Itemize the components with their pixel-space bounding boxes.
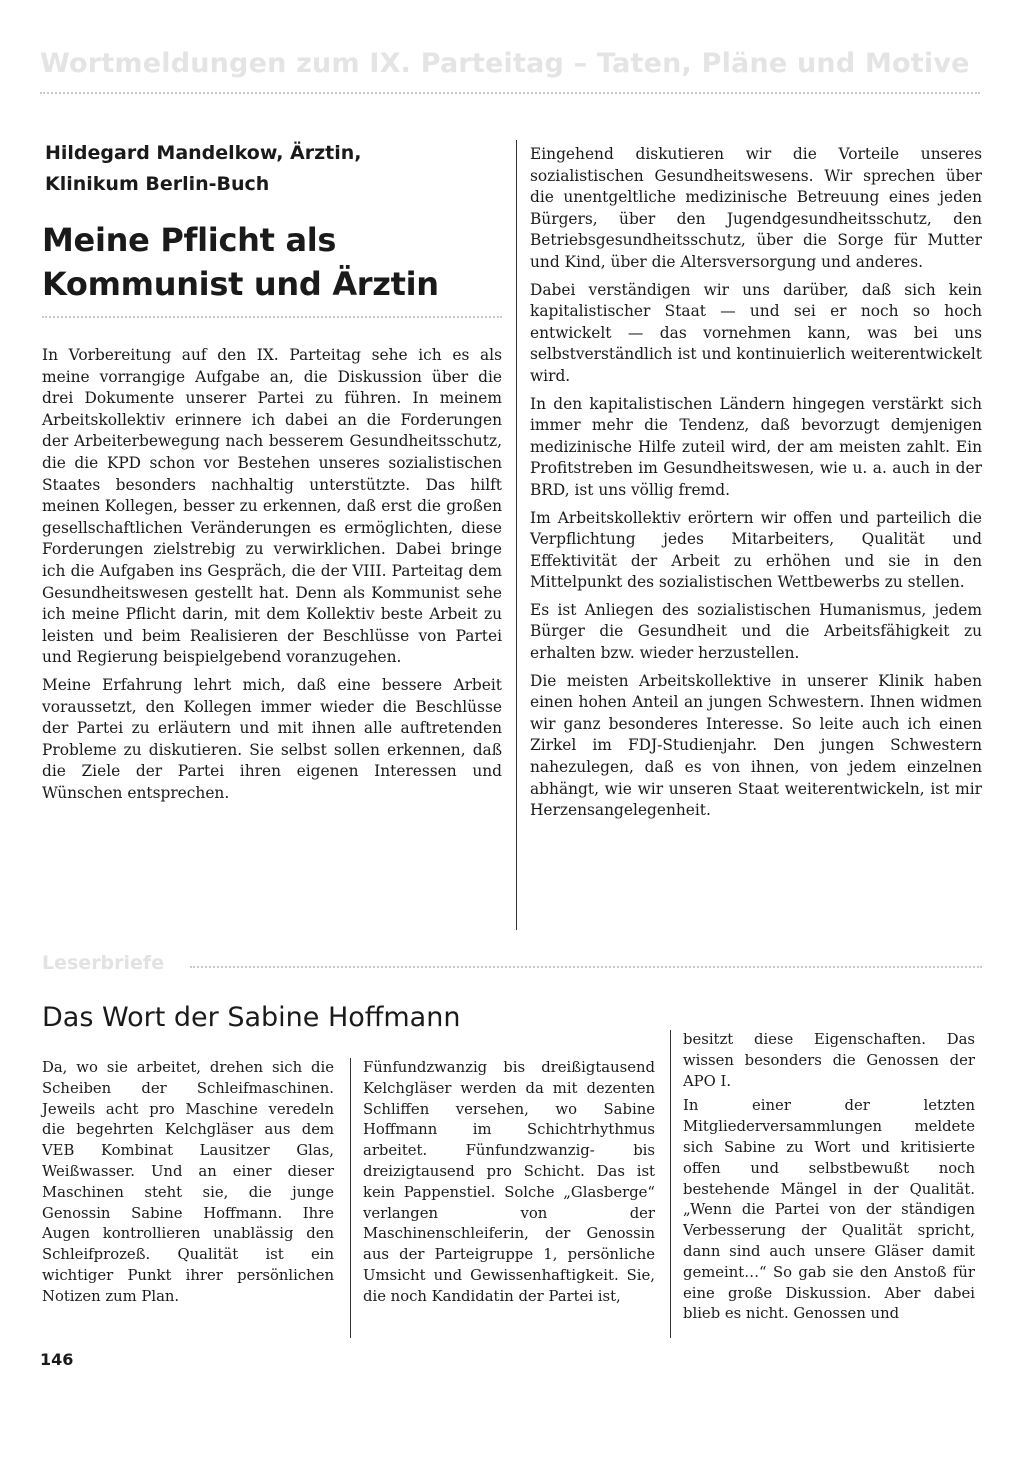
author-block [45,138,485,200]
paragraph: Eingehend diskutieren wir die Vorteile unseres sozialistischen Gesundheitswesens. Wir sprechen über die unentgeltliche medizinische Betreuung eines jeden Bürgers, über den Jugendgesundheitsschutz, den Betriebsgesundheitsschutz, über die Sorge für Mutter und Kind, über die Altersversorgung und anderes. [530,145,982,271]
paragraph: Es ist Anliegen des sozialistischen Humanismus, jedem Bürger die Gesundheit und die Arbeitsfähigkeit zu erhalten bzw. wieder herzustellen. [530,600,982,663]
article2-column-2 [363,1058,655,1312]
page-header: Wortmeldungen zum IX. Parteitag – Taten, Pläne und Motive [40,48,970,79]
paragraph: In Vorbereitung auf den IX. Parteitag sehe ich es als meine vorrangige Aufgabe an, die Diskussion über die drei Dokumente unserer Partei zu führen. In meinem Arbeitskollektiv erinnere ich dabei an die Forderungen der Arbeiterbewegung nach besserem Gesundheitsschutz, die die KPD schon vor Bestehen unseres sozialistischen Staates besonders nachhaltig unterstützte. Das hilft meinen Kollegen, besser zu erkennen, daß erst die großen gesellschaftlichen Veränderungen es ermöglichten, diese Forderungen zielstrebig zu verwirklichen. Dabei bringe ich die Aufgaben ins Gespräch, die der VIII. Parteitag dem Gesundheitswesen gestellt hat. Denn als Kommunist sehe ich meine Pflicht darin, mit dem Kollektiv beste Arbeit zu leisten und beim Realisieren der Beschlüsse von Partei und Regierung beispielgebend voranzugehen. [42,346,502,667]
column-divider [350,1058,351,1338]
author-affiliation: Klinikum Berlin-Buch [45,173,270,195]
author-name: Hildegard Mandelkow, Ärztin, [45,142,362,164]
paragraph: besitzt diese Eigenschaften. Das wissen besonders die Genossen der APO I. [683,1031,975,1090]
paragraph: In den kapitalistischen Ländern hingegen verstärkt sich immer mehr die Tendenz, daß bevorzugt demjenigen medizinische Hilfe zuteil wird, der am meisten zahlt. Ein Profitstreben im Gesundheitswesen, wie u. a. auch in der BRD, ist uns völlig fremd. [530,394,982,499]
page-number: 146 [40,1350,74,1369]
article-title-line-1: Meine Pflicht als [42,221,337,259]
header-rule [40,92,980,94]
paragraph: Dabei verständigen wir uns darüber, daß sich kein kapitalistischer Staat — und sei er noch so hoch entwickelt — das vornehmen kann, was bei uns selbstverständlich ist und kontinuierlich weiterentwickelt wird. [530,280,982,385]
article2-title: Das Wort der Sabine Hoffmann [42,1002,461,1033]
article-right-column [530,144,982,828]
article2-column-3 [683,1030,975,1329]
paragraph: Die meisten Arbeitskollektive in unserer Klinik haben einen hohen Anteil an jungen Schwestern. Ihnen widmen wir ganz besonderes Interesse. So leite auch ich einen Zirkel im FDJ-Studienjahr. Den jungen Schwestern nahezulegen, daß es von ihnen, von jedem einzelnen abhängt, wie wir unseren Staat weiterentwickeln, ist mir Herzensangelegenheit. [530,671,982,820]
paragraph: Fünfundzwanzig bis dreißigtausend Kelchgläser werden da mit dezenten Schliffen versehen, wo Sabine Hoffmann im Schichtrhythmus arbeitet. Fünfundzwanzig- bis dreizigtausend pro Schicht. Das ist kein Pappenstiel. Solche „Glasberge“ verlangen von der Maschinenschleiferin, der Genossin aus der Parteigruppe 1, persönliche Umsicht und Gewissenhaftigkeit. Sie, die noch Kandidatin der Partei ist, [363,1059,655,1305]
paragraph: Da, wo sie arbeitet, drehen sich die Scheiben der Schleifmaschinen. Jeweils acht pro Maschine veredeln die begehrten Kelchgläser aus dem VEB Kombinat Lausitzer Glas, Weißwasser. Und an einer dieser Maschinen steht sie, die junge Genossin Sabine Hoffmann. Ihre Augen kontrollieren unablässig den Schleifprozeß. Qualität ist ein wichtiger Punkt ihrer persönlichen Notizen zum Plan. [42,1059,334,1305]
paragraph: Im Arbeitskollektiv erörtern wir offen und parteilich die Verpflichtung jedes Mitarbeiters, Qualität und Effektivität der Arbeit zu erhöhen und sie in den Mittelpunkt des sozialistischen Wettbewerbs zu stellen. [530,508,982,592]
title-rule [42,316,502,318]
section-label: Leserbriefe [42,952,165,974]
paragraph: In einer der letzten Mitgliederversammlungen meldete sich Sabine zu Wort und kritisierte offen und selbstbewußt noch bestehende Mängel in der Qualität. „Wenn die Partei von der ständigen Verbesserung der Qualität spricht, dann sind auch unsere Gläser damit gemeint…“ So gab sie den Anstoß für eine große Diskussion. Aber dabei blieb es nicht. Genossen und [683,1097,975,1323]
column-divider [516,140,517,930]
article2-column-1 [42,1058,334,1312]
article-title [42,218,502,306]
section-rule [190,966,982,968]
paragraph: Meine Erfahrung lehrt mich, daß eine bessere Arbeit voraussetzt, den Kollegen immer wieder die Beschlüsse der Partei zu erläutern und mit ihnen alle auftretenden Probleme zu diskutieren. Sie selbst sollen erkennen, daß die Ziele der Partei ihren eigenen Interessen und Wünschen entsprechen. [42,675,502,802]
article-title-line-2: Kommunist und Ärztin [42,265,439,303]
article-left-column [42,345,502,810]
column-divider [670,1030,671,1338]
